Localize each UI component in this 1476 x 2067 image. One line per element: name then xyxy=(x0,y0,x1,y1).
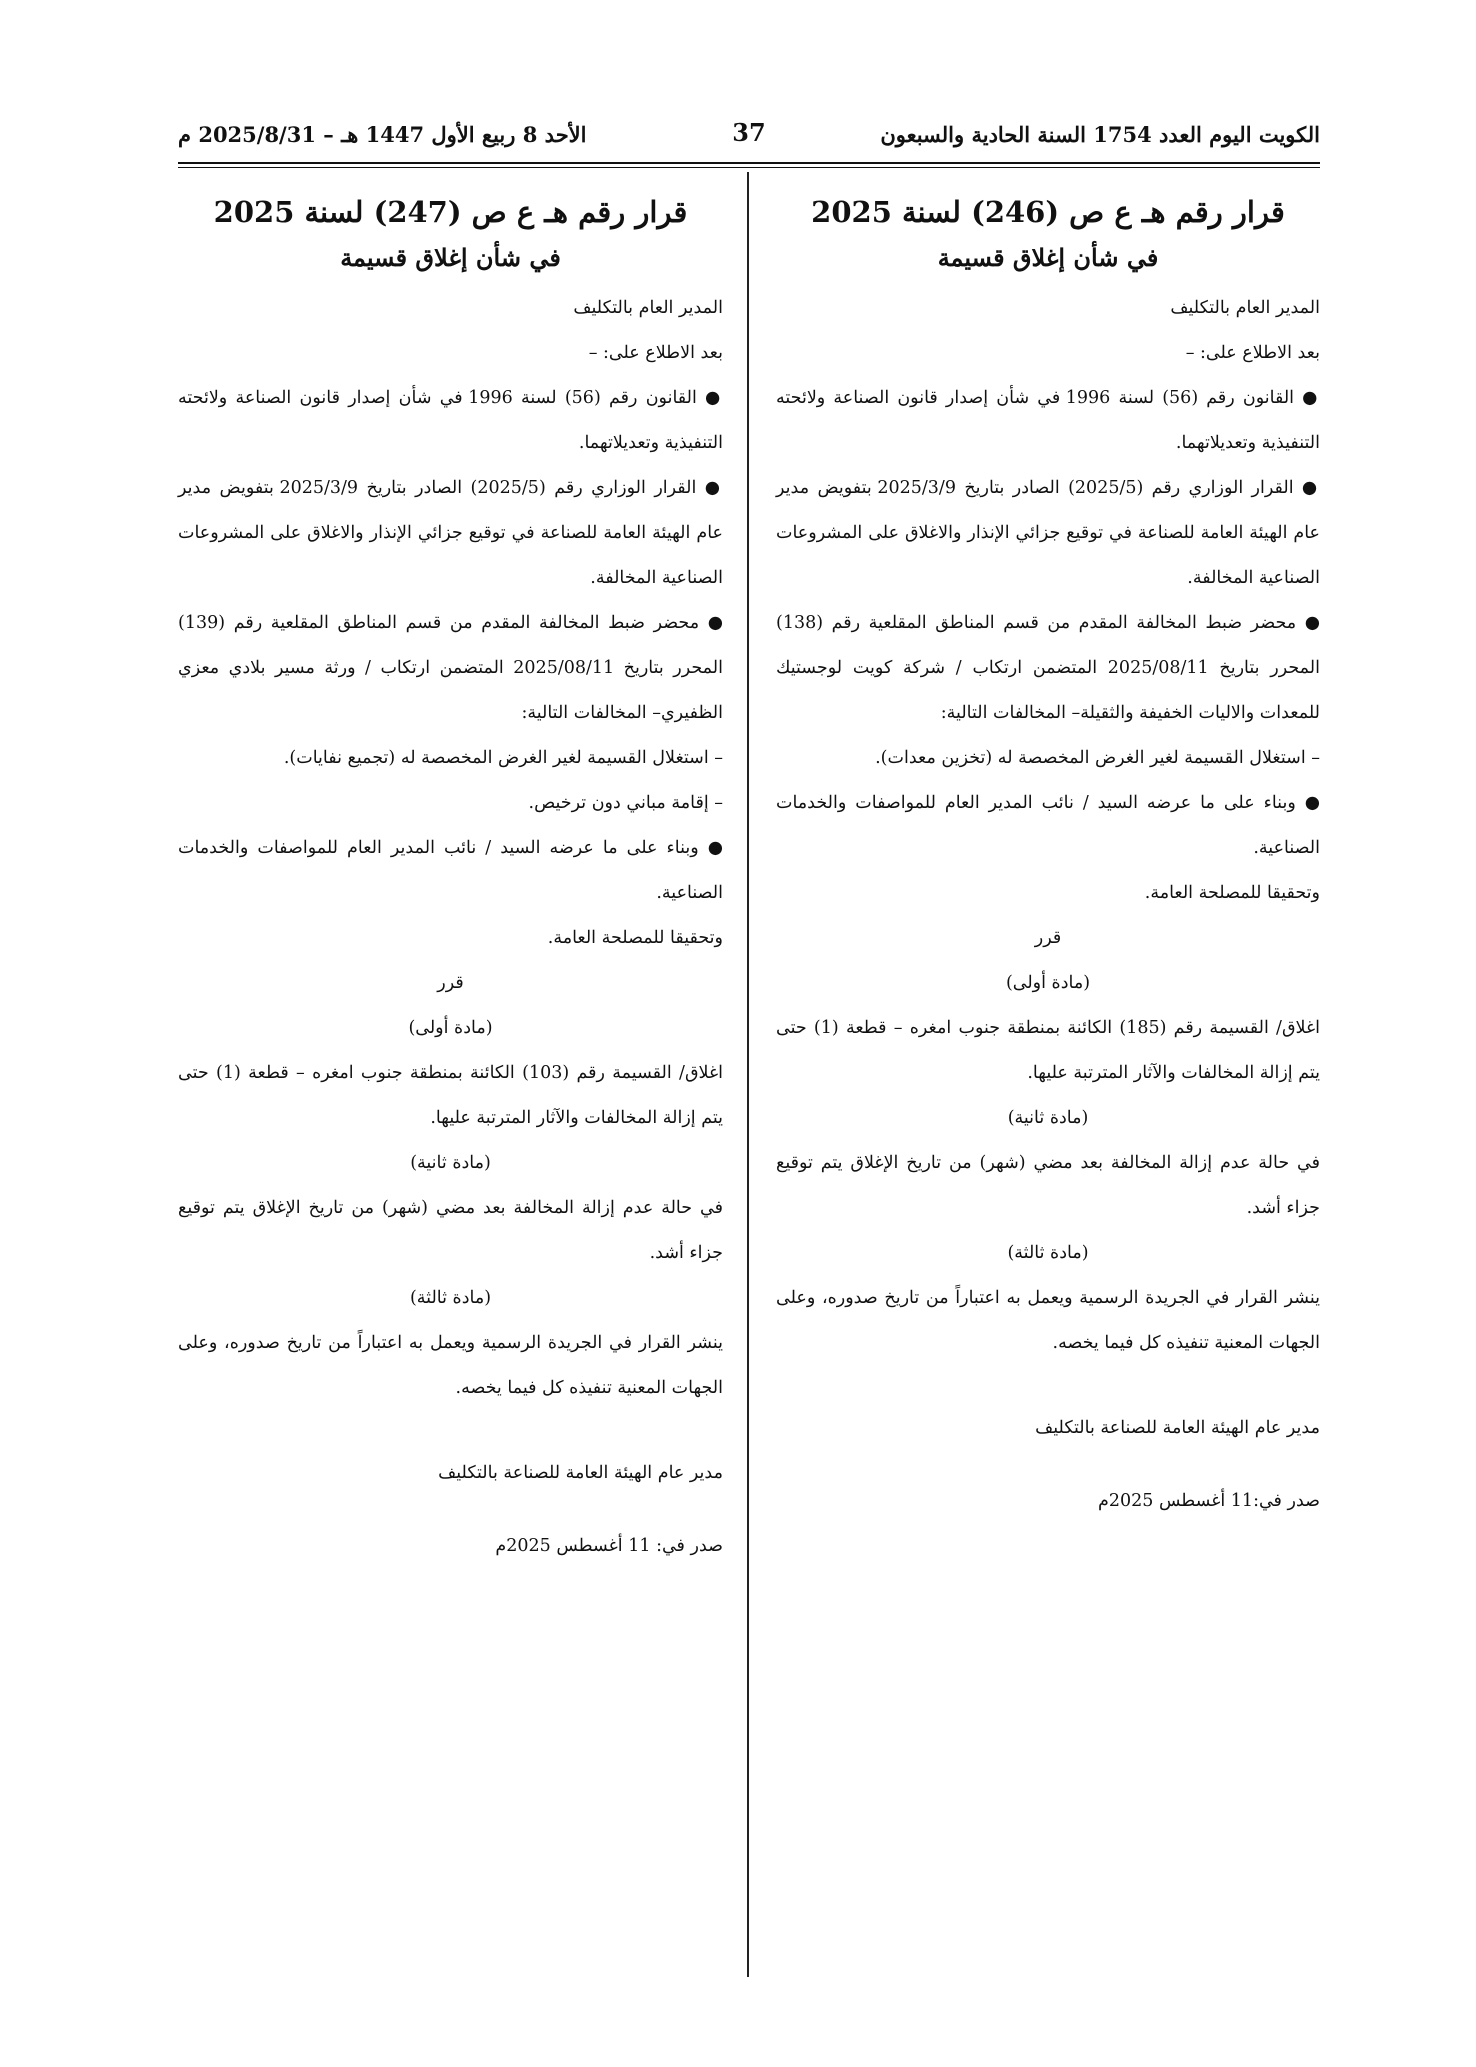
reference-violation-report: ● محضر ضبط المخالفة المقدم من قسم المناطق المقلعية رقم (139) المحرر بتاريخ 2025/08/11 المتضمن ارتكاب / ورثة مسير بلادي معزي الظفيري– المخالفات التالية: xyxy=(178,613,723,723)
violation-item: – استغلال القسيمة لغير الغرض المخصصة له (تجميع نفايات). xyxy=(283,748,723,768)
column-divider xyxy=(747,172,749,1977)
violation-item: – استغلال القسيمة لغير الغرض المخصصة له (تخزين معدات). xyxy=(875,748,1320,768)
decision-subtitle: في شأن إغلاق قسيمة xyxy=(340,243,561,272)
article-2-text: في حالة عدم إزالة المخالفة بعد مضي (شهر) من تاريخ الإغلاق يتم توقيع جزاء أشد. xyxy=(776,1153,1320,1218)
article-3-text: ينشر القرار في الجريدة الرسمية ويعمل به اعتباراً من تاريخ صدوره، وعلى الجهات المعنية تنفيذه كل فيما يخصه. xyxy=(178,1333,723,1398)
article-1-text: اغلاق/ القسيمة رقم (185) الكائنة بمنطقة جنوب امغره – قطعة (1) حتى يتم إزالة المخالفات والآثار المترتبة عليها. xyxy=(776,1018,1320,1083)
reference-ministerial-decision: ● القرار الوزاري رقم (2025/5) الصادر بتاريخ 2025/3/9 بتفويض مدير عام الهيئة العامة للصناعة في توقيع جزائي الإنذار والاغلاق على المشروعات الصناعية المخالفة. xyxy=(776,478,1320,588)
article-3-heading: (مادة ثالثة) xyxy=(409,1288,492,1308)
reference-proposal: ● وبناء على ما عرضه السيد / نائب المدير العام للمواصفات والخدمات الصناعية. xyxy=(178,838,723,903)
article-2-heading: (مادة ثانية) xyxy=(410,1153,491,1173)
reference-violation-report: ● محضر ضبط المخالفة المقدم من قسم المناطق المقلعية رقم (138) المحرر بتاريخ 2025/08/11 المتضمن ارتكاب / شركة كويت لوجستيك للمعدات والاليات الخفيفة والثقيلة– المخالفات التالية: xyxy=(776,613,1320,723)
article-3-heading: (مادة ثالثة) xyxy=(1007,1243,1089,1263)
reference-proposal: ● وبناء على ما عرضه السيد / نائب المدير العام للمواصفات والخدمات الصناعية. xyxy=(776,793,1320,858)
reference-law: ● القانون رقم (56) لسنة 1996 في شأن إصدار قانون الصناعة ولائحته التنفيذية وتعديلاتهما. xyxy=(178,388,723,453)
decided-heading: قرر xyxy=(1034,928,1062,948)
header-date: الأحد 8 ربيع الأول 1447 هـ – 2025/8/31 م xyxy=(178,122,587,147)
issue-date: صدر في:11 أغسطس 2025م xyxy=(1097,1491,1320,1511)
page-header xyxy=(178,118,1320,158)
signature-line: مدير عام الهيئة العامة للصناعة بالتكليف xyxy=(1035,1418,1320,1438)
article-3-text: ينشر القرار في الجريدة الرسمية ويعمل به اعتباراً من تاريخ صدوره، وعلى الجهات المعنية تنفيذه كل فيما يخصه. xyxy=(776,1288,1320,1353)
issue-date: صدر في: 11 أغسطس 2025م xyxy=(495,1536,723,1556)
header-rule-thick xyxy=(178,162,1320,164)
public-interest-line: وتحقيقا للمصلحة العامة. xyxy=(1144,883,1320,903)
preamble-line: بعد الاطلاع على: – xyxy=(1185,343,1320,363)
decision-title: قرار رقم هـ ع ص (246) لسنة 2025 xyxy=(811,195,1285,229)
issuer-line: المدير العام بالتكليف xyxy=(573,298,723,318)
header-issue-info: الكويت اليوم العدد 1754 السنة الحادية والسبعون xyxy=(880,122,1320,147)
header-rule-thin xyxy=(178,167,1320,168)
decided-heading: قرر xyxy=(437,973,464,993)
reference-law: ● القانون رقم (56) لسنة 1996 في شأن إصدار قانون الصناعة ولائحته التنفيذية وتعديلاتهما. xyxy=(776,388,1320,453)
issuer-line: المدير العام بالتكليف xyxy=(1170,298,1320,318)
decision-subtitle: في شأن إغلاق قسيمة xyxy=(937,243,1159,272)
decision-247-column xyxy=(178,180,723,1569)
signature-line: مدير عام الهيئة العامة للصناعة بالتكليف xyxy=(438,1463,723,1483)
article-2-text: في حالة عدم إزالة المخالفة بعد مضي (شهر) من تاريخ الإغلاق يتم توقيع جزاء أشد. xyxy=(178,1198,723,1263)
violation-item: – إقامة مباني دون ترخيص. xyxy=(528,793,723,813)
decision-246-column xyxy=(776,180,1320,1524)
preamble-line: بعد الاطلاع على: – xyxy=(588,343,723,363)
article-2-heading: (مادة ثانية) xyxy=(1007,1108,1089,1128)
article-1-heading: (مادة أولى) xyxy=(408,1018,493,1038)
article-1-text: اغلاق/ القسيمة رقم (103) الكائنة بمنطقة جنوب امغره – قطعة (1) حتى يتم إزالة المخالفات والآثار المترتبة عليها. xyxy=(178,1063,723,1128)
decision-title: قرار رقم هـ ع ص (247) لسنة 2025 xyxy=(213,195,688,229)
public-interest-line: وتحقيقا للمصلحة العامة. xyxy=(547,928,723,948)
reference-ministerial-decision: ● القرار الوزاري رقم (2025/5) الصادر بتاريخ 2025/3/9 بتفويض مدير عام الهيئة العامة للصناعة في توقيع جزائي الإنذار والاغلاق على المشروعات الصناعية المخالفة. xyxy=(178,478,723,588)
article-1-heading: (مادة أولى) xyxy=(1005,973,1091,993)
page-number: 37 xyxy=(732,118,766,147)
